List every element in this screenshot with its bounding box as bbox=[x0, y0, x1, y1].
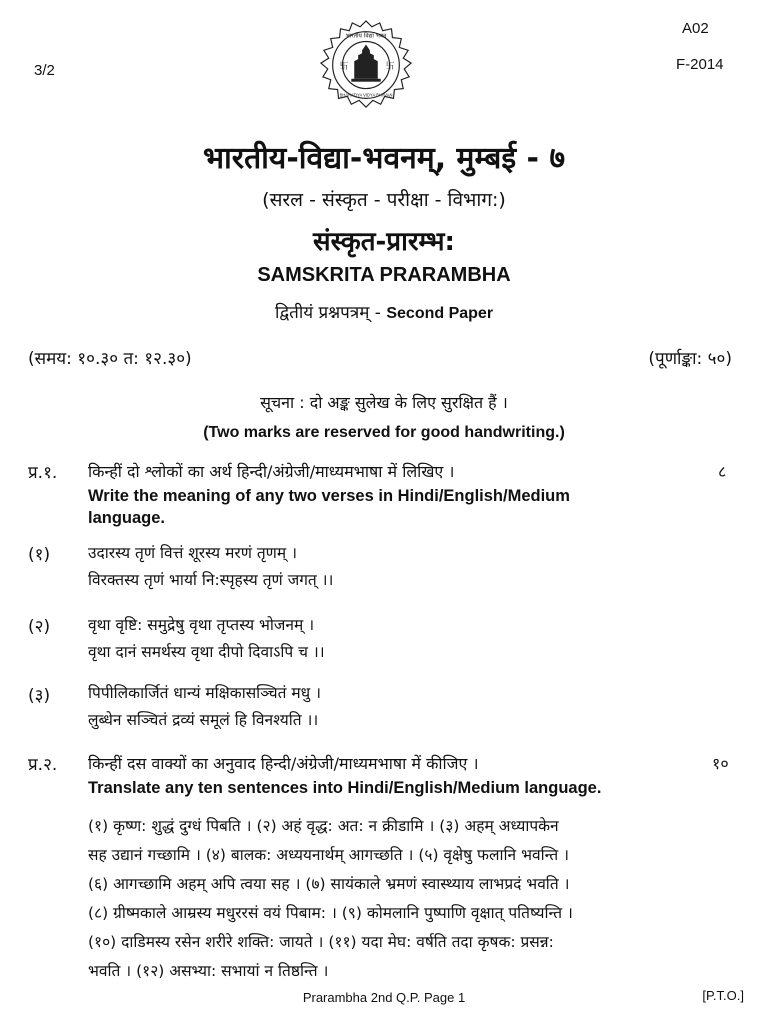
verse-2 bbox=[88, 612, 325, 666]
verse-3-number: (३) bbox=[28, 686, 51, 706]
question-1-marks: ८ bbox=[718, 462, 727, 481]
question-1-text-english-line1: Write the meaning of any two verses in Hindi/English/Medium bbox=[88, 487, 570, 505]
sentence-line: (१) कृष्ण: शुद्धं दुग्धं पिबति । (२) अहं वृद्ध: अत: न क्रीडामि । (३) अहम् अध्यापकेन bbox=[88, 817, 559, 835]
question-1-text-hindi: किन्हीं दो श्लोकों का अर्थ हिन्दी/अंग्रेजी/माध्यमभाषा में लिखिए । bbox=[88, 462, 455, 481]
sentence-line: (६) आगच्छामि अहम् अपि त्वया सह । (७) सायंकाले भ्रमणं स्वास्थ्याय लाभप्रदं भवति । bbox=[88, 875, 570, 893]
verse-3-line-1: पिपीलिकार्जितं धान्यं मक्षिकासञ्चितं मधु । bbox=[88, 684, 321, 702]
svg-text:卐: 卐 bbox=[385, 61, 395, 72]
svg-text:卐: 卐 bbox=[339, 61, 349, 72]
total-marks: (पूर्णाङ्का: ५०) bbox=[648, 349, 732, 369]
exam-name-english: SAMSKRITA PRARAMBHA bbox=[257, 264, 511, 286]
question-2-sentences bbox=[88, 812, 758, 986]
sentence-line: सह उद्यानं गच्छामि । (४) बालक: अध्ययनार्थम् आगच्छति । (५) वृक्षेषु फलानि भवन्ति । bbox=[88, 846, 570, 864]
verse-1-line-2: विरक्तस्य तृणं भार्या नि:स्पृहस्य तृणं जगत् ।। bbox=[88, 571, 334, 589]
note-hindi: सूचना : दो अङ्क सुलेख के लिए सुरक्षित हैं । bbox=[260, 393, 508, 412]
please-turn-over: [P.T.O.] bbox=[702, 988, 744, 1003]
verse-2-line-2: वृथा दानं समर्थस्य वृथा दीपो दिवाऽपि च ।। bbox=[88, 643, 325, 661]
paper-title-hindi: द्वितीयं प्रश्नपत्रम् - bbox=[274, 303, 381, 323]
verse-3-line-2: लुब्धेन सञ्चितं द्रव्यं समूलं हि विनश्यति ।। bbox=[88, 711, 319, 729]
verse-1-number: (१) bbox=[28, 545, 51, 565]
question-2-text-english: Translate any ten sentences into Hindi/English/Medium language. bbox=[88, 779, 602, 797]
bharatiya-vidya-bhavan-seal-logo bbox=[317, 18, 415, 116]
page-number: 3/2 bbox=[34, 62, 55, 79]
sentence-line: (१०) दाडिमस्य रसेन शरीरे शक्ति: जायते । (११) यदा मेघ: वर्षति तदा कृषक: प्रसन्न: bbox=[88, 933, 554, 951]
paper-title-english: Second Paper bbox=[386, 305, 494, 322]
paper-title bbox=[0, 300, 768, 323]
question-1-label: प्र.१. bbox=[28, 463, 58, 483]
institution-title: भारतीय-विद्या-भवनम्, मुम्बई - ७ bbox=[202, 141, 566, 176]
exam-name-hindi: संस्कृत-प्रारम्भ: bbox=[313, 227, 455, 257]
form-code: F-2014 bbox=[676, 56, 724, 73]
question-1-text-english-line2: language. bbox=[88, 509, 166, 527]
verse-2-number: (२) bbox=[28, 617, 51, 637]
exam-time: (समय: १०.३० त: १२.३०) bbox=[28, 349, 192, 369]
svg-text:भारतीय विद्या भवन: भारतीय विद्या भवन bbox=[345, 33, 387, 40]
sentence-line: (८) ग्रीष्मकाले आम्रस्य मधुररसं वयं पिबाम: । (९) कोमलानि पुष्पाणि वृक्षात् पतिष्यन्ति । bbox=[88, 904, 573, 922]
sentence-line: भवति । (१२) असभ्या: सभायां न तिष्ठन्ति । bbox=[88, 962, 329, 980]
question-2-label: प्र.२. bbox=[28, 755, 58, 775]
verse-1-line-1: उदारस्य तृणं वित्तं शूरस्य मरणं तृणम् । bbox=[88, 544, 297, 562]
question-2-text-hindi: किन्हीं दस वाक्यों का अनुवाद हिन्दी/अंग्रेजी/माध्यमभाषा में कीजिए । bbox=[88, 754, 479, 773]
question-2-marks: १० bbox=[712, 754, 729, 773]
exam-department: (सरल - संस्कृत - परीक्षा - विभाग:) bbox=[262, 189, 506, 211]
verse-3 bbox=[88, 680, 321, 734]
svg-text:BHARATIYA VIDYA BHAVAN: BHARATIYA VIDYA BHAVAN bbox=[339, 92, 393, 98]
verse-2-line-1: वृथा वृष्टि: समुद्रेषु वृथा तृप्तस्य भोजनम् । bbox=[88, 616, 315, 634]
paper-code: A02 bbox=[682, 20, 709, 37]
note-english: (Two marks are reserved for good handwriting.) bbox=[203, 424, 565, 441]
footer-page-label: Prarambha 2nd Q.P. Page 1 bbox=[302, 990, 466, 1005]
verse-1 bbox=[88, 540, 333, 594]
